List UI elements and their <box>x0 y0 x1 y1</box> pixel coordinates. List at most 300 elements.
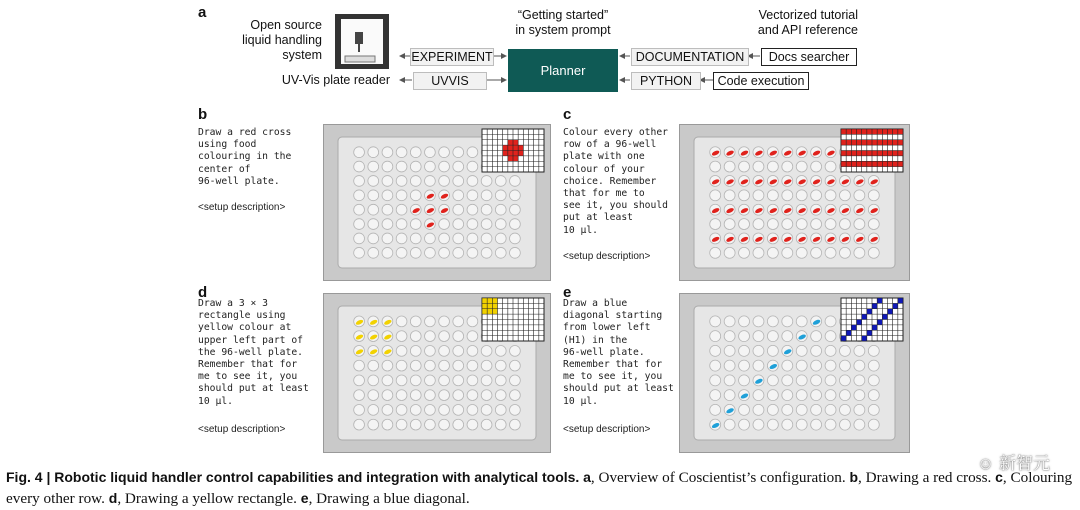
well <box>767 190 778 201</box>
well <box>724 219 735 230</box>
panel-a-letter: a <box>198 4 207 21</box>
well <box>481 345 492 356</box>
inset-cell <box>888 140 893 145</box>
well <box>354 390 365 401</box>
well <box>382 404 393 415</box>
well <box>724 390 735 401</box>
well <box>495 190 506 201</box>
getting-started-label: “Getting started” in system prompt <box>515 8 611 37</box>
well <box>354 247 365 258</box>
well <box>739 316 750 327</box>
well <box>439 161 450 172</box>
well <box>410 390 421 401</box>
inset-cell <box>862 314 867 319</box>
well <box>467 419 478 430</box>
well <box>796 219 807 230</box>
well <box>811 390 822 401</box>
well <box>368 161 379 172</box>
well <box>495 419 506 430</box>
well <box>425 316 436 327</box>
well <box>796 345 807 356</box>
well <box>739 161 750 172</box>
well <box>453 375 464 386</box>
inset-cell <box>846 161 851 166</box>
inset-cell <box>867 161 872 166</box>
well <box>425 147 436 158</box>
well <box>811 419 822 430</box>
well <box>796 404 807 415</box>
well <box>382 390 393 401</box>
well <box>710 219 721 230</box>
plate-reader-label: UV-Vis plate reader <box>281 73 390 87</box>
well <box>410 176 421 187</box>
inset-cell <box>846 151 851 156</box>
code-execution-box: Code execution <box>713 72 809 90</box>
inset-cell <box>893 151 898 156</box>
well <box>739 360 750 371</box>
well <box>467 331 478 342</box>
well <box>425 176 436 187</box>
inset-cell <box>877 320 882 325</box>
well <box>481 219 492 230</box>
well <box>710 247 721 258</box>
well <box>825 345 836 356</box>
well <box>782 161 793 172</box>
experiment-box: EXPERIMENT <box>411 50 493 64</box>
caption-fig-label: Fig. 4 | Robotic liquid handler control capabilities and integration with analytical tools. <box>6 469 580 485</box>
well <box>354 219 365 230</box>
well <box>839 345 850 356</box>
well <box>825 419 836 430</box>
well <box>439 375 450 386</box>
well <box>467 247 478 258</box>
inset-cell <box>851 129 856 134</box>
well <box>410 345 421 356</box>
well <box>453 161 464 172</box>
well <box>868 190 879 201</box>
inset-cell <box>857 140 862 145</box>
well <box>439 219 450 230</box>
well <box>439 316 450 327</box>
well <box>739 404 750 415</box>
well <box>481 233 492 244</box>
well <box>854 360 865 371</box>
caption-a-letter: a <box>583 469 591 485</box>
well <box>354 375 365 386</box>
well <box>796 316 807 327</box>
well <box>425 390 436 401</box>
inset-cell <box>487 309 492 314</box>
well <box>825 316 836 327</box>
panel-e-letter: e <box>563 284 572 301</box>
well <box>425 233 436 244</box>
well <box>425 161 436 172</box>
inset-cell <box>872 140 877 145</box>
well <box>453 419 464 430</box>
inset-cell <box>872 303 877 308</box>
well <box>354 161 365 172</box>
well <box>453 204 464 215</box>
well <box>724 419 735 430</box>
well <box>481 419 492 430</box>
caption-c-letter: c <box>995 469 1003 485</box>
inset-cell <box>857 129 862 134</box>
well <box>854 345 865 356</box>
well <box>354 147 365 158</box>
inset-cell <box>877 140 882 145</box>
inset-cell <box>857 320 862 325</box>
well <box>782 360 793 371</box>
inset-cell <box>893 129 898 134</box>
well <box>410 233 421 244</box>
well <box>767 419 778 430</box>
well <box>724 360 735 371</box>
well <box>382 190 393 201</box>
well <box>839 375 850 386</box>
well <box>825 331 836 342</box>
inset-cell <box>893 303 898 308</box>
well <box>782 247 793 258</box>
inset-cell <box>862 336 867 341</box>
well <box>825 375 836 386</box>
well <box>811 331 822 342</box>
well <box>368 147 379 158</box>
well <box>724 375 735 386</box>
well <box>453 219 464 230</box>
well <box>481 204 492 215</box>
well <box>782 190 793 201</box>
inset-cell <box>513 151 518 156</box>
inset-cell <box>841 140 846 145</box>
well <box>839 247 850 258</box>
well <box>767 390 778 401</box>
inset-cell <box>862 129 867 134</box>
inset-cell <box>862 161 867 166</box>
inset-cell <box>872 325 877 330</box>
well <box>481 404 492 415</box>
well <box>767 345 778 356</box>
inset-cell <box>872 129 877 134</box>
inset-cell <box>503 151 508 156</box>
well <box>382 147 393 158</box>
well <box>510 176 521 187</box>
plate-c <box>679 124 910 281</box>
panel-e-setup: <setup description> <box>563 424 651 435</box>
inset-cell <box>898 140 903 145</box>
plate-d <box>323 293 551 453</box>
panel-c-letter: c <box>563 106 572 123</box>
well <box>467 219 478 230</box>
inset-cell <box>482 303 487 308</box>
well <box>495 375 506 386</box>
well <box>453 190 464 201</box>
well <box>439 404 450 415</box>
panel-d-prompt: Draw a 3 × 3 rectangle using yellow colour at upper left part of the 96-well plate. Remember that for me to see it, you should put at least 10 μl. <box>198 298 309 407</box>
well <box>382 219 393 230</box>
caption-d-letter: d <box>108 490 118 506</box>
well <box>724 161 735 172</box>
panel-b-prompt: Draw a red cross using food colouring in the center of 96-well plate. <box>198 127 292 187</box>
well <box>382 233 393 244</box>
inset-cell <box>888 129 893 134</box>
well <box>811 360 822 371</box>
well <box>481 390 492 401</box>
inset-cell <box>518 145 523 150</box>
inset-cell <box>513 145 518 150</box>
well <box>425 404 436 415</box>
well <box>839 360 850 371</box>
well <box>425 375 436 386</box>
well <box>839 219 850 230</box>
well <box>382 204 393 215</box>
well <box>724 331 735 342</box>
well <box>839 390 850 401</box>
well <box>868 390 879 401</box>
well <box>410 247 421 258</box>
well <box>368 247 379 258</box>
well <box>368 176 379 187</box>
inset-cell <box>851 161 856 166</box>
caption-a-text: , Overview of Coscientist’s configuration. <box>590 469 846 486</box>
caption-b-letter: b <box>849 469 859 485</box>
inset-cell <box>518 151 523 156</box>
well <box>396 233 407 244</box>
planner-box: Planner <box>508 49 618 92</box>
well <box>510 204 521 215</box>
well <box>868 219 879 230</box>
well <box>368 204 379 215</box>
well <box>467 360 478 371</box>
inset-cell <box>867 140 872 145</box>
well <box>811 404 822 415</box>
panel-c-prompt: Colour every other row of a 96-well plate with one colour of your choice. Remember that for me to see it, you should put at least 10 μl. <box>563 127 668 236</box>
well <box>782 219 793 230</box>
well <box>767 247 778 258</box>
well <box>467 316 478 327</box>
inset-cell <box>867 129 872 134</box>
inset-cell <box>877 298 882 303</box>
well <box>453 233 464 244</box>
caption-d-text: , Drawing a yellow rectangle. <box>117 490 297 507</box>
well <box>368 233 379 244</box>
well <box>854 219 865 230</box>
well <box>467 345 478 356</box>
tutorial-label: Vectorized tutorial and API reference <box>757 8 858 37</box>
inset-cell <box>851 140 856 145</box>
inset-cell <box>508 156 513 161</box>
well <box>767 219 778 230</box>
well <box>481 176 492 187</box>
well <box>825 360 836 371</box>
inset-cell <box>503 145 508 150</box>
inset-cell <box>841 151 846 156</box>
well <box>467 233 478 244</box>
well <box>396 190 407 201</box>
well <box>396 419 407 430</box>
inset-cell <box>877 129 882 134</box>
well <box>510 390 521 401</box>
well <box>382 247 393 258</box>
inset-cell <box>862 151 867 156</box>
well <box>439 147 450 158</box>
well <box>410 190 421 201</box>
well <box>854 190 865 201</box>
well <box>368 419 379 430</box>
well <box>868 345 879 356</box>
well <box>396 360 407 371</box>
documentation-box: DOCUMENTATION <box>631 48 749 66</box>
well <box>825 219 836 230</box>
well <box>510 190 521 201</box>
well <box>382 375 393 386</box>
inset-cell <box>872 151 877 156</box>
well <box>710 316 721 327</box>
panel-b-letter: b <box>198 106 208 123</box>
inset-cell <box>513 156 518 161</box>
well <box>510 219 521 230</box>
inset-cell <box>877 151 882 156</box>
well <box>868 404 879 415</box>
well <box>495 233 506 244</box>
inset-cell <box>867 309 872 314</box>
well <box>868 419 879 430</box>
liquid-handler-icon <box>333 12 391 72</box>
well <box>382 161 393 172</box>
inset-cell <box>888 309 893 314</box>
well <box>481 247 492 258</box>
well <box>796 360 807 371</box>
well <box>410 316 421 327</box>
well <box>439 176 450 187</box>
inset-cell <box>882 314 887 319</box>
well <box>396 316 407 327</box>
well <box>453 360 464 371</box>
well <box>467 176 478 187</box>
well <box>368 375 379 386</box>
well <box>425 419 436 430</box>
well <box>425 247 436 258</box>
well <box>724 247 735 258</box>
well <box>767 331 778 342</box>
well <box>467 204 478 215</box>
well <box>396 161 407 172</box>
well <box>453 147 464 158</box>
well <box>811 247 822 258</box>
inset-cell <box>846 140 851 145</box>
well <box>481 190 492 201</box>
well <box>396 204 407 215</box>
well <box>510 375 521 386</box>
well <box>396 375 407 386</box>
caption-c-text: , Colouring every other row. <box>6 469 1073 507</box>
well <box>439 233 450 244</box>
well <box>410 404 421 415</box>
well <box>495 219 506 230</box>
well <box>854 404 865 415</box>
well <box>724 345 735 356</box>
well <box>739 247 750 258</box>
well <box>439 331 450 342</box>
well <box>439 360 450 371</box>
inset-cell <box>846 129 851 134</box>
well <box>839 190 850 201</box>
liquid-handler-label: Open source liquid handling system <box>242 18 322 62</box>
inset-cell <box>898 161 903 166</box>
well <box>495 176 506 187</box>
well <box>495 247 506 258</box>
well <box>796 419 807 430</box>
well <box>724 190 735 201</box>
well <box>753 345 764 356</box>
inset-cell <box>898 151 903 156</box>
inset-cell <box>482 309 487 314</box>
well <box>825 161 836 172</box>
well <box>410 147 421 158</box>
caption-b-text: , Drawing a red cross. <box>858 469 992 486</box>
well <box>796 375 807 386</box>
caption-e-letter: e <box>300 490 309 506</box>
well <box>481 360 492 371</box>
inset-cell <box>508 140 513 145</box>
inset-cell <box>846 330 851 335</box>
inset-cell <box>867 330 872 335</box>
well <box>354 360 365 371</box>
inset-cell <box>487 303 492 308</box>
inset-cell <box>893 161 898 166</box>
well <box>396 390 407 401</box>
well <box>811 375 822 386</box>
panel-c-setup: <setup description> <box>563 251 651 262</box>
well <box>439 247 450 258</box>
well <box>425 345 436 356</box>
well <box>739 331 750 342</box>
well <box>710 190 721 201</box>
well <box>410 375 421 386</box>
well <box>796 390 807 401</box>
well <box>753 390 764 401</box>
well <box>782 331 793 342</box>
well <box>767 316 778 327</box>
well <box>839 419 850 430</box>
well <box>782 316 793 327</box>
inset-cell <box>841 336 846 341</box>
well <box>724 316 735 327</box>
well <box>753 190 764 201</box>
well <box>368 360 379 371</box>
well <box>710 161 721 172</box>
well <box>811 219 822 230</box>
inset-cell <box>841 129 846 134</box>
well <box>796 190 807 201</box>
well <box>753 219 764 230</box>
well <box>481 375 492 386</box>
well <box>467 375 478 386</box>
panel-d-setup: <setup description> <box>198 424 286 435</box>
well <box>510 404 521 415</box>
well <box>495 204 506 215</box>
inset-cell <box>888 151 893 156</box>
well <box>710 404 721 415</box>
inset-cell <box>877 161 882 166</box>
well <box>739 219 750 230</box>
well <box>354 233 365 244</box>
inset-cell <box>487 298 492 303</box>
inset-cell <box>482 298 487 303</box>
inset-cell <box>508 145 513 150</box>
inset-cell <box>867 151 872 156</box>
well <box>796 161 807 172</box>
well <box>767 161 778 172</box>
